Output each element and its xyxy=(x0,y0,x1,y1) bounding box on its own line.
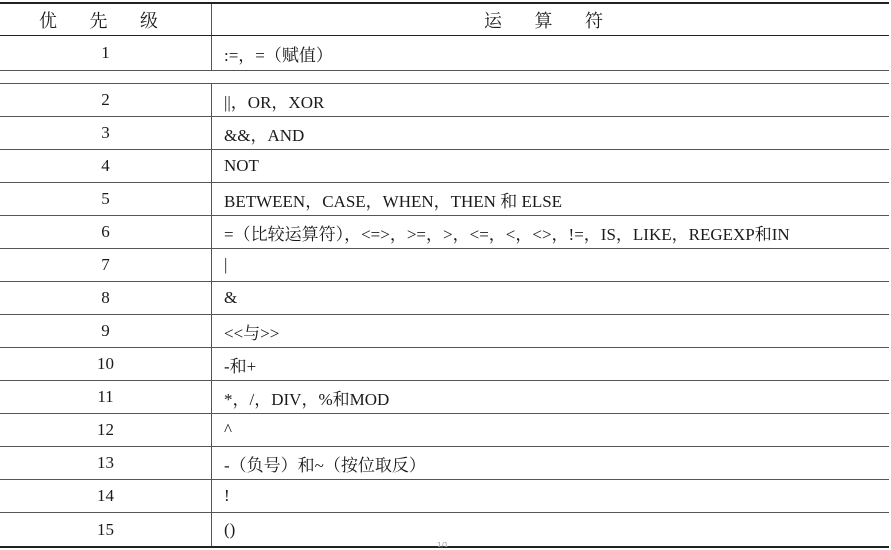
priority-cell: 5 xyxy=(0,183,212,215)
operator-cell: =（比较运算符），<=>，>=，>，<=，<，<>，!=，IS，LIKE，REGEXP和IN xyxy=(224,224,790,244)
table-row xyxy=(0,249,889,282)
priority-cell: 10 xyxy=(0,348,212,380)
operator-cell: -和+ xyxy=(224,356,257,376)
gap-cell xyxy=(0,71,212,83)
operator-cell: :=，=（赋值） xyxy=(224,45,333,65)
table-row xyxy=(0,117,889,150)
priority-cell: 11 xyxy=(0,381,212,413)
operator-precedence-table xyxy=(0,2,889,548)
operator-cell: *，/，DIV，%和MOD xyxy=(224,389,390,409)
operator-cell: <<与>> xyxy=(224,323,280,343)
table-row xyxy=(0,36,889,71)
priority-cell: 7 xyxy=(0,249,212,281)
operator-cell: () xyxy=(224,519,236,539)
table-row xyxy=(0,381,889,414)
priority-cell: 3 xyxy=(0,117,212,149)
table-row xyxy=(0,150,889,183)
header-operator: 运 算 符 xyxy=(484,10,617,31)
header-priority: 优 先 级 xyxy=(0,4,212,35)
table-header-row xyxy=(0,4,889,36)
table-row xyxy=(0,84,889,117)
table-row xyxy=(0,447,889,480)
page-mark: 1/1 xyxy=(437,541,449,549)
operator-cell: ^ xyxy=(224,420,232,439)
priority-cell: 15 xyxy=(0,513,212,546)
row-gap xyxy=(0,71,889,84)
priority-cell: 4 xyxy=(0,150,212,182)
operator-cell: -（负号）和~（按位取反） xyxy=(224,455,426,475)
table-row xyxy=(0,348,889,381)
table-row xyxy=(0,216,889,249)
priority-cell: 6 xyxy=(0,216,212,248)
gap-cell xyxy=(212,71,889,83)
table-row xyxy=(0,414,889,447)
table-row xyxy=(0,480,889,513)
operator-cell: ! xyxy=(224,486,230,505)
priority-cell: 8 xyxy=(0,282,212,314)
table-row xyxy=(0,315,889,348)
operator-cell: | xyxy=(224,255,228,274)
priority-cell: 12 xyxy=(0,414,212,446)
priority-cell: 2 xyxy=(0,84,212,116)
table-row xyxy=(0,282,889,315)
operator-cell: BETWEEN，CASE，WHEN，THEN 和 ELSE xyxy=(224,191,563,211)
table-row xyxy=(0,183,889,216)
priority-cell: 13 xyxy=(0,447,212,479)
operator-cell: & xyxy=(224,288,238,307)
priority-cell: 9 xyxy=(0,315,212,347)
operator-cell: NOT xyxy=(224,156,259,175)
operator-cell: &&，AND xyxy=(224,125,305,145)
priority-cell: 1 xyxy=(0,36,212,70)
operator-cell: ||，OR，XOR xyxy=(224,92,325,112)
priority-cell: 14 xyxy=(0,480,212,512)
